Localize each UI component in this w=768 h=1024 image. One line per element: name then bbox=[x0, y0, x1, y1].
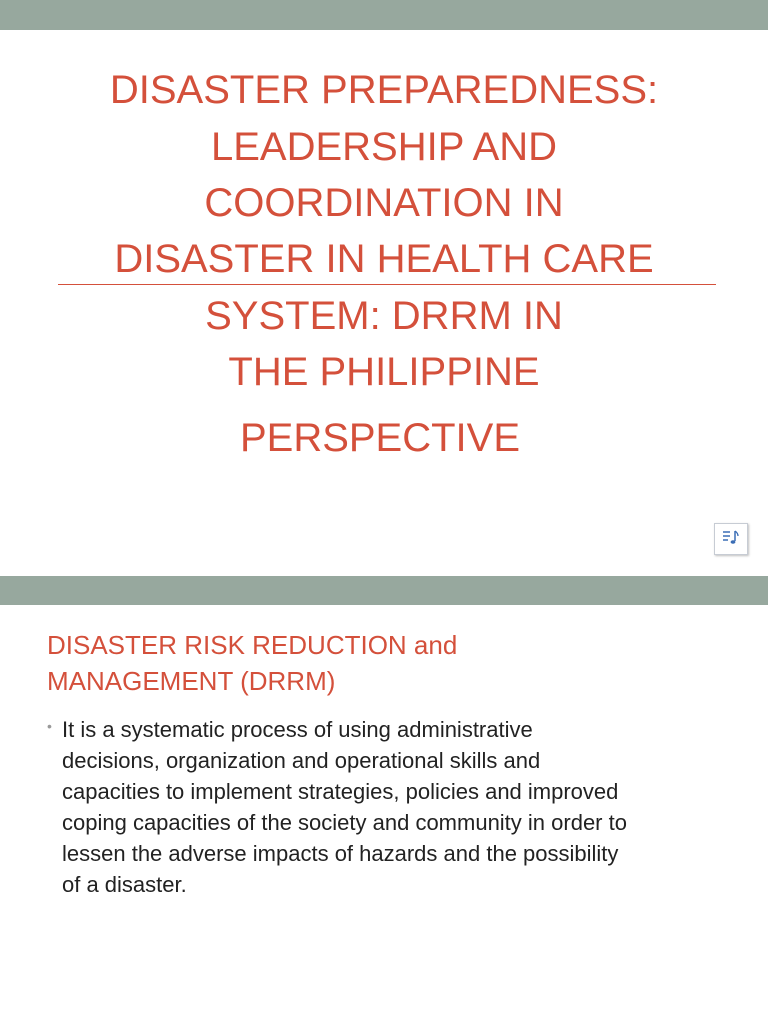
top-band bbox=[0, 0, 768, 30]
title-line-1: DISASTER PREPAREDNESS: bbox=[109, 68, 659, 112]
title-line-6: THE PHILIPPINE bbox=[228, 350, 540, 394]
content-slide bbox=[0, 605, 768, 1024]
title-line-7: PERSPECTIVE bbox=[239, 416, 521, 460]
body-line-4: coping capacities of the society and community in order to bbox=[62, 810, 627, 835]
audio-button[interactable] bbox=[714, 523, 748, 555]
title-underline bbox=[58, 284, 716, 285]
body-line-6: of a disaster. bbox=[62, 872, 187, 897]
body-line-1: It is a systematic process of using administrative bbox=[62, 717, 533, 742]
bullet-text bbox=[62, 714, 742, 900]
audio-note-icon bbox=[722, 528, 740, 551]
body-line-3: capacities to implement strategies, policies and improved bbox=[62, 779, 619, 804]
title-slide bbox=[0, 30, 768, 576]
title-line-5: SYSTEM: DRRM IN bbox=[205, 294, 563, 338]
heading-line-1: DISASTER RISK REDUCTION and bbox=[47, 630, 458, 660]
title-line-2: LEADERSHIP AND bbox=[210, 125, 558, 169]
divider-band bbox=[0, 576, 768, 605]
title-line-4: DISASTER IN HEALTH CARE bbox=[114, 237, 654, 281]
bullet-icon: • bbox=[47, 718, 52, 734]
heading-line-2: MANAGEMENT (DRRM) bbox=[47, 666, 336, 696]
title-line-3: COORDINATION IN bbox=[204, 181, 564, 225]
slide-heading bbox=[47, 627, 737, 699]
body-line-5: lessen the adverse impacts of hazards and the possibility bbox=[62, 841, 619, 866]
body-line-2: decisions, organization and operational skills and bbox=[62, 748, 541, 773]
